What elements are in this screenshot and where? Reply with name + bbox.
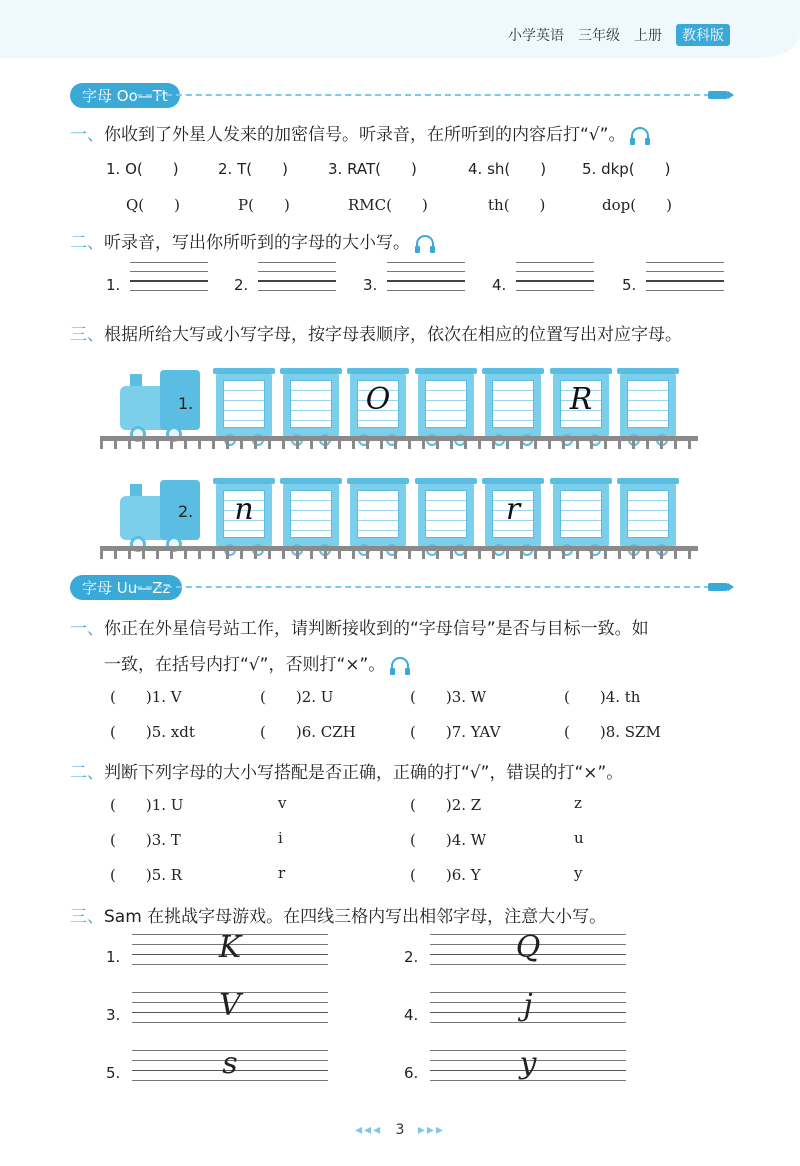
pair-right: v	[278, 794, 287, 812]
writing-lines[interactable]	[258, 262, 336, 299]
pair-left[interactable]: ( )2. Z	[410, 796, 482, 814]
train-car[interactable]	[620, 482, 676, 548]
pencil-icon	[708, 583, 728, 591]
option[interactable]: 4. sh( )	[468, 160, 547, 178]
option[interactable]: RMC( )	[348, 196, 428, 214]
grid-letter: s	[222, 1046, 238, 1081]
car-letter: R	[569, 382, 593, 417]
writing-lines[interactable]	[516, 262, 594, 299]
s2-q1-prompt-cont: 一致，在括号内打“√”，否则打“×”。	[104, 650, 409, 675]
option[interactable]: ( )8. SZM	[564, 723, 661, 741]
option[interactable]: ( )7. YAV	[410, 723, 501, 741]
train-car[interactable]	[553, 372, 609, 438]
train-car[interactable]	[485, 372, 541, 438]
pair-right: u	[574, 829, 584, 847]
pair-right: z	[574, 794, 582, 812]
page-footer	[0, 1122, 800, 1138]
right-arrows-icon: ▸▸▸	[417, 1122, 445, 1138]
s1-q1-prompt: 一、你收到了外星人发来的加密信号。听录音，在所听到的内容后打“√”。	[70, 120, 649, 145]
option[interactable]: ( )5. xdt	[110, 723, 195, 741]
option[interactable]: ( )3. W	[410, 688, 487, 706]
train-car[interactable]	[620, 372, 676, 438]
writing-lines[interactable]	[130, 262, 208, 299]
pair-left[interactable]: ( )5. R	[110, 866, 183, 884]
blank-label: 3.	[363, 276, 378, 294]
train-label: 1.	[178, 394, 194, 413]
train-car[interactable]	[283, 482, 339, 548]
option[interactable]: dop( )	[602, 196, 672, 214]
option[interactable]: ( )2. U	[260, 688, 334, 706]
car-letter: O	[365, 382, 391, 417]
s2-q3-prompt: 三、Sam 在挑战字母游戏。在四线三格内写出相邻字母，注意大小写。	[70, 907, 607, 927]
option[interactable]: P( )	[238, 196, 290, 214]
s1-q2-prompt: 二、听录音，写出你所听到的字母的大小写。	[70, 228, 434, 253]
train-car[interactable]	[216, 372, 272, 438]
section2-divider	[136, 586, 710, 588]
blank-label: 5.	[622, 276, 637, 294]
train-car[interactable]	[485, 482, 541, 548]
grid-letter: V	[219, 988, 241, 1023]
train-car[interactable]	[283, 372, 339, 438]
pair-left[interactable]: ( )3. T	[110, 831, 181, 849]
section1-title: 字母 Oo—Tt	[70, 83, 180, 108]
option[interactable]: Q( )	[126, 196, 181, 214]
grid-letter: K	[218, 930, 242, 965]
writing-lines[interactable]	[387, 262, 465, 299]
section2-title: 字母 Uu—Zz	[70, 575, 182, 600]
option[interactable]: ( )6. CZH	[260, 723, 356, 741]
train-car[interactable]	[418, 372, 474, 438]
writing-lines[interactable]	[646, 262, 724, 299]
header-bar	[0, 0, 800, 58]
page-number: 3	[395, 1122, 405, 1138]
train-car[interactable]	[418, 482, 474, 548]
train-car[interactable]	[350, 482, 406, 548]
pair-left[interactable]: ( )6. Y	[410, 866, 481, 884]
option[interactable]: 1. O( )	[106, 160, 179, 178]
grade: 三年级	[578, 28, 620, 44]
pair-right: y	[574, 864, 583, 882]
pair-left[interactable]: ( )1. U	[110, 796, 184, 814]
option[interactable]: ( )1. V	[110, 688, 182, 706]
rail-ties	[100, 441, 698, 449]
grid-number: 1.	[106, 948, 121, 966]
grid-number: 4.	[404, 1006, 419, 1024]
car-letter: n	[234, 492, 254, 527]
pair-left[interactable]: ( )4. W	[410, 831, 487, 849]
option[interactable]: 2. T( )	[218, 160, 288, 178]
grid-number: 6.	[404, 1064, 419, 1082]
pair-right: r	[278, 864, 286, 882]
headphone-icon[interactable]	[631, 127, 649, 141]
blank-label: 4.	[492, 276, 507, 294]
option[interactable]: 5. dkp( )	[582, 160, 671, 178]
grid-letter: Q	[515, 930, 541, 965]
term: 上册	[634, 28, 662, 44]
pair-right: i	[278, 829, 283, 847]
subject: 小学英语	[508, 28, 564, 44]
rail-ties	[100, 551, 698, 559]
grid-letter: j	[523, 988, 533, 1023]
header-text	[508, 24, 730, 46]
train-car[interactable]	[350, 372, 406, 438]
option[interactable]: th( )	[488, 196, 546, 214]
grid-number: 5.	[106, 1064, 121, 1082]
blank-label: 2.	[234, 276, 249, 294]
option[interactable]: 3. RAT( )	[328, 160, 417, 178]
s1-q3-prompt: 三、根据所给大写或小写字母，按字母表顺序，依次在相应的位置写出对应字母。	[70, 325, 682, 345]
s2-q2-prompt: 二、判断下列字母的大小写搭配是否正确，正确的打“√”，错误的打“×”。	[70, 763, 624, 783]
grid-letter: y	[519, 1046, 537, 1081]
grid-number: 3.	[106, 1006, 121, 1024]
car-letter: r	[505, 492, 521, 527]
option[interactable]: ( )4. th	[564, 688, 641, 706]
train-car[interactable]	[216, 482, 272, 548]
pencil-icon	[708, 91, 728, 99]
headphone-icon[interactable]	[416, 235, 434, 249]
edition-badge: 教科版	[676, 24, 730, 46]
train-car[interactable]	[553, 482, 609, 548]
section1-divider	[136, 94, 710, 96]
headphone-icon[interactable]	[391, 657, 409, 671]
left-arrows-icon: ◂◂◂	[355, 1122, 383, 1138]
s2-q1-prompt: 一、你正在外星信号站工作，请判断接收到的“字母信号”是否与目标一致。如	[70, 619, 649, 639]
grid-number: 2.	[404, 948, 419, 966]
blank-label: 1.	[106, 276, 121, 294]
train-label: 2.	[178, 502, 194, 521]
